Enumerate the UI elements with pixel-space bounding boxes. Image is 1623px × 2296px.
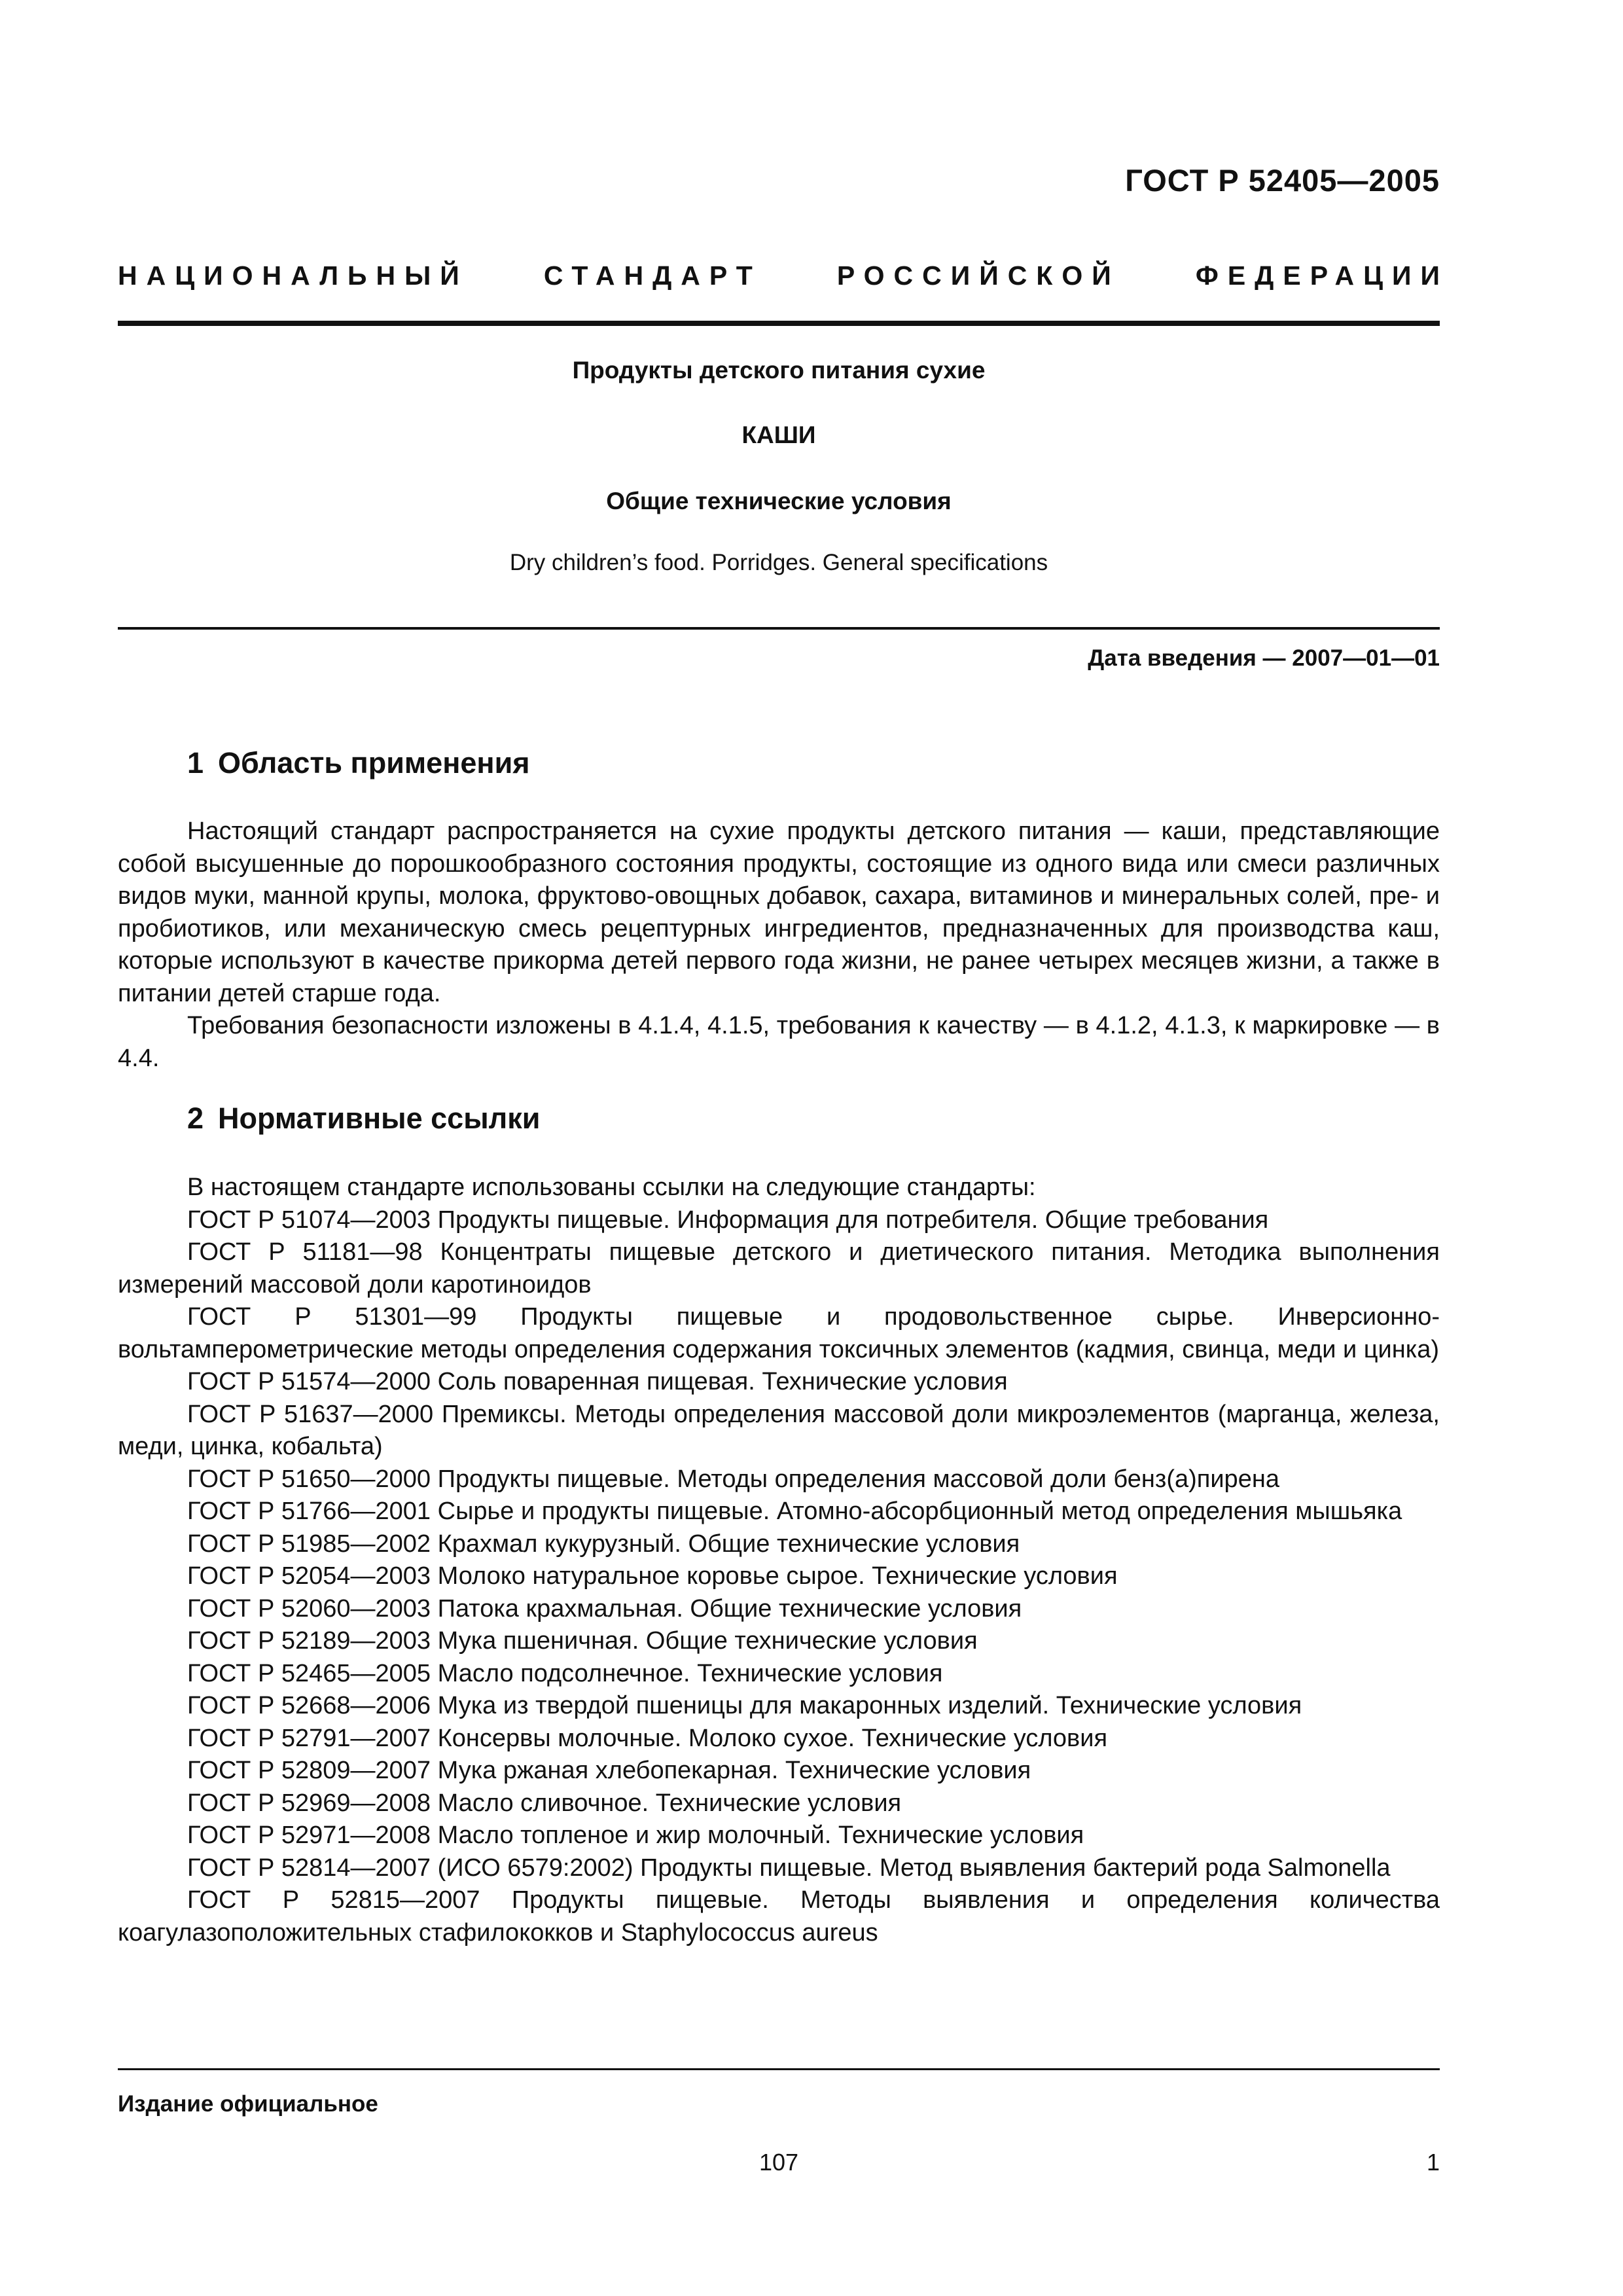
reference-item bbox=[118, 1723, 1440, 1755]
reference-code: ГОСТ Р 51650—2000 bbox=[187, 1465, 431, 1493]
reference-item bbox=[118, 1496, 1440, 1528]
reference-title: Масло подсолнечное. Технические условия bbox=[437, 1659, 943, 1687]
reference-code: ГОСТ Р 52971—2008 bbox=[187, 1821, 431, 1849]
reference-title: Продукты пищевые. Методы выявления и определения количества коагулазоположительных стафилококков и Staphylococcus aureus bbox=[118, 1886, 1440, 1946]
reference-code: ГОСТ Р 51766—2001 bbox=[187, 1498, 431, 1525]
paragraph: Требования безопасности изложены в 4.1.4, 4.1.5, требования к качеству — в 4.1.2, 4.1.3, к маркировке — в 4.4. bbox=[118, 1012, 1440, 1072]
reference-code: ГОСТ Р 52815—2007 bbox=[187, 1886, 480, 1914]
document-page bbox=[118, 0, 1449, 2296]
section-2-heading bbox=[187, 1102, 540, 1136]
paragraph: Настоящий стандарт распространяется на сухие продукты детского питания — каши, представляющие собой высушенные до порошкообразного состояния продукты, состоящие из одного вида или смеси различных видов муки, манной крупы, молока, фруктово-овощных добавок, сахара, витаминов и минеральных солей, пре- и пробиотиков, или механическую смесь рецептурных ингредиентов, предназначенных для производства каш, которые используют в качестве прикорма детей первого года жизни, не ранее четырех месяцев жизни, а также в питании детей старше года. bbox=[118, 817, 1440, 1007]
reference-item bbox=[118, 1852, 1440, 1885]
reference-code: ГОСТ Р 51074—2003 bbox=[187, 1206, 431, 1234]
reference-item bbox=[118, 1787, 1440, 1820]
reference-code: ГОСТ Р 52814—2007 (ИСО 6579:2002) bbox=[187, 1854, 633, 1882]
reference-code: ГОСТ Р 52791—2007 bbox=[187, 1724, 431, 1752]
reference-title: Мука пшеничная. Общие технические условия bbox=[437, 1627, 978, 1655]
reference-item bbox=[118, 1658, 1440, 1691]
title-subtitle: Общие технические условия bbox=[606, 488, 952, 514]
section-1-heading bbox=[187, 746, 530, 780]
title-word: ФЕДЕРАЦИИ bbox=[1195, 260, 1449, 291]
reference-title: Мука ржаная хлебопекарная. Технические условия bbox=[437, 1757, 1031, 1784]
title-main: КАШИ bbox=[741, 422, 816, 448]
reference-item bbox=[118, 1366, 1440, 1399]
reference-code: ГОСТ Р 51574—2000 bbox=[187, 1368, 431, 1395]
section-2-body bbox=[118, 1172, 1440, 1949]
reference-title: Продукты пищевые и продовольственное сырье. Инверсионно-вольтамперометрические методы определения содержания токсичных элементов (кадмия, свинца, меди и цинка) bbox=[118, 1303, 1440, 1363]
reference-title: Продукты пищевые. Информация для потребителя. Общие требования bbox=[437, 1206, 1269, 1234]
reference-title: Масло топленое и жир молочный. Технические условия bbox=[437, 1821, 1084, 1849]
standard-number: ГОСТ Р 52405—2005 bbox=[1125, 163, 1440, 198]
reference-code: ГОСТ Р 51181—98 bbox=[187, 1238, 423, 1266]
title-word: СТАНДАРТ bbox=[543, 260, 762, 291]
reference-title: Сырье и продукты пищевые. Атомно-абсорбционный метод определения мышьяка bbox=[437, 1498, 1402, 1525]
section-number: 2 bbox=[187, 1102, 204, 1135]
section-1-body bbox=[118, 816, 1440, 1075]
paragraph: В настоящем стандарте использованы ссылки на следующие стандарты: bbox=[187, 1174, 1036, 1201]
reference-code: ГОСТ Р 51985—2002 bbox=[187, 1530, 431, 1558]
reference-title: Концентраты пищевые детского и диетического питания. Методика выполнения измерений массовой доли каротиноидов bbox=[118, 1238, 1440, 1299]
reference-code: ГОСТ Р 51301—99 bbox=[187, 1303, 477, 1331]
title-word: НАЦИОНАЛЬНЫЙ bbox=[118, 260, 469, 291]
reference-title: Соль поваренная пищевая. Технические условия bbox=[437, 1368, 1008, 1395]
reference-code: ГОСТ Р 52809—2007 bbox=[187, 1757, 431, 1784]
reference-item bbox=[118, 1625, 1440, 1658]
reference-list bbox=[118, 1204, 1440, 1950]
reference-title: Продукты пищевые. Методы определения массовой доли бенз(а)пирена bbox=[437, 1465, 1279, 1493]
national-standard-title bbox=[118, 260, 1449, 291]
reference-item bbox=[118, 1755, 1440, 1787]
reference-item bbox=[118, 1399, 1440, 1463]
reference-code: ГОСТ Р 52060—2003 bbox=[187, 1594, 431, 1623]
reference-item bbox=[118, 1593, 1440, 1626]
title-product: Продукты детского питания сухие bbox=[572, 357, 986, 384]
reference-item bbox=[118, 1690, 1440, 1723]
reference-title: Молоко натуральное коровье сырое. Технические условия bbox=[437, 1562, 1118, 1590]
reference-item bbox=[118, 1820, 1440, 1852]
reference-item bbox=[118, 1463, 1440, 1496]
reference-title: Крахмал кукурузный. Общие технические условия bbox=[437, 1530, 1020, 1558]
section-number: 1 bbox=[187, 746, 204, 780]
title-word: РОССИЙСКОЙ bbox=[836, 260, 1120, 291]
page-number: 1 bbox=[1426, 2149, 1440, 2176]
reference-code: ГОСТ Р 52054—2003 bbox=[187, 1562, 431, 1590]
footer-rule bbox=[118, 2068, 1440, 2070]
official-publication-label: Издание официальное bbox=[118, 2091, 378, 2117]
section-title: Область применения bbox=[218, 746, 530, 780]
reference-item bbox=[118, 1204, 1440, 1237]
reference-title: Патока крахмальная. Общие технические условия bbox=[437, 1594, 1022, 1623]
reference-title: Мука из твердой пшеницы для макаронных изделий. Технические условия bbox=[437, 1692, 1302, 1719]
reference-item bbox=[118, 1560, 1440, 1593]
reference-title: Консервы молочные. Молоко сухое. Технические условия bbox=[437, 1724, 1108, 1752]
reference-title: Продукты пищевые. Метод выявления бактерий рода Salmonella bbox=[640, 1854, 1391, 1882]
reference-title: Премиксы. Методы определения массовой доли микроэлементов (марганца, железа, меди, цинка, кобальта) bbox=[118, 1400, 1440, 1460]
header-rule bbox=[118, 321, 1440, 326]
section-title: Нормативные ссылки bbox=[218, 1102, 541, 1135]
reference-code: ГОСТ Р 52969—2008 bbox=[187, 1789, 431, 1817]
reference-item bbox=[118, 1884, 1440, 1949]
reference-item bbox=[118, 1301, 1440, 1366]
title-rule bbox=[118, 627, 1440, 630]
reference-code: ГОСТ Р 52668—2006 bbox=[187, 1692, 431, 1719]
reference-code: ГОСТ Р 52189—2003 bbox=[187, 1627, 431, 1655]
title-english: Dry children’s food. Porridges. General specifications bbox=[509, 550, 1048, 575]
reference-item bbox=[118, 1236, 1440, 1301]
reference-item bbox=[118, 1528, 1440, 1561]
reference-title: Масло сливочное. Технические условия bbox=[437, 1789, 902, 1817]
reference-code: ГОСТ Р 52465—2005 bbox=[187, 1659, 431, 1687]
introduction-date: Дата введения — 2007—01—01 bbox=[1088, 645, 1440, 671]
reference-code: ГОСТ Р 51637—2000 bbox=[187, 1400, 434, 1428]
collection-page-number: 107 bbox=[758, 2149, 799, 2176]
